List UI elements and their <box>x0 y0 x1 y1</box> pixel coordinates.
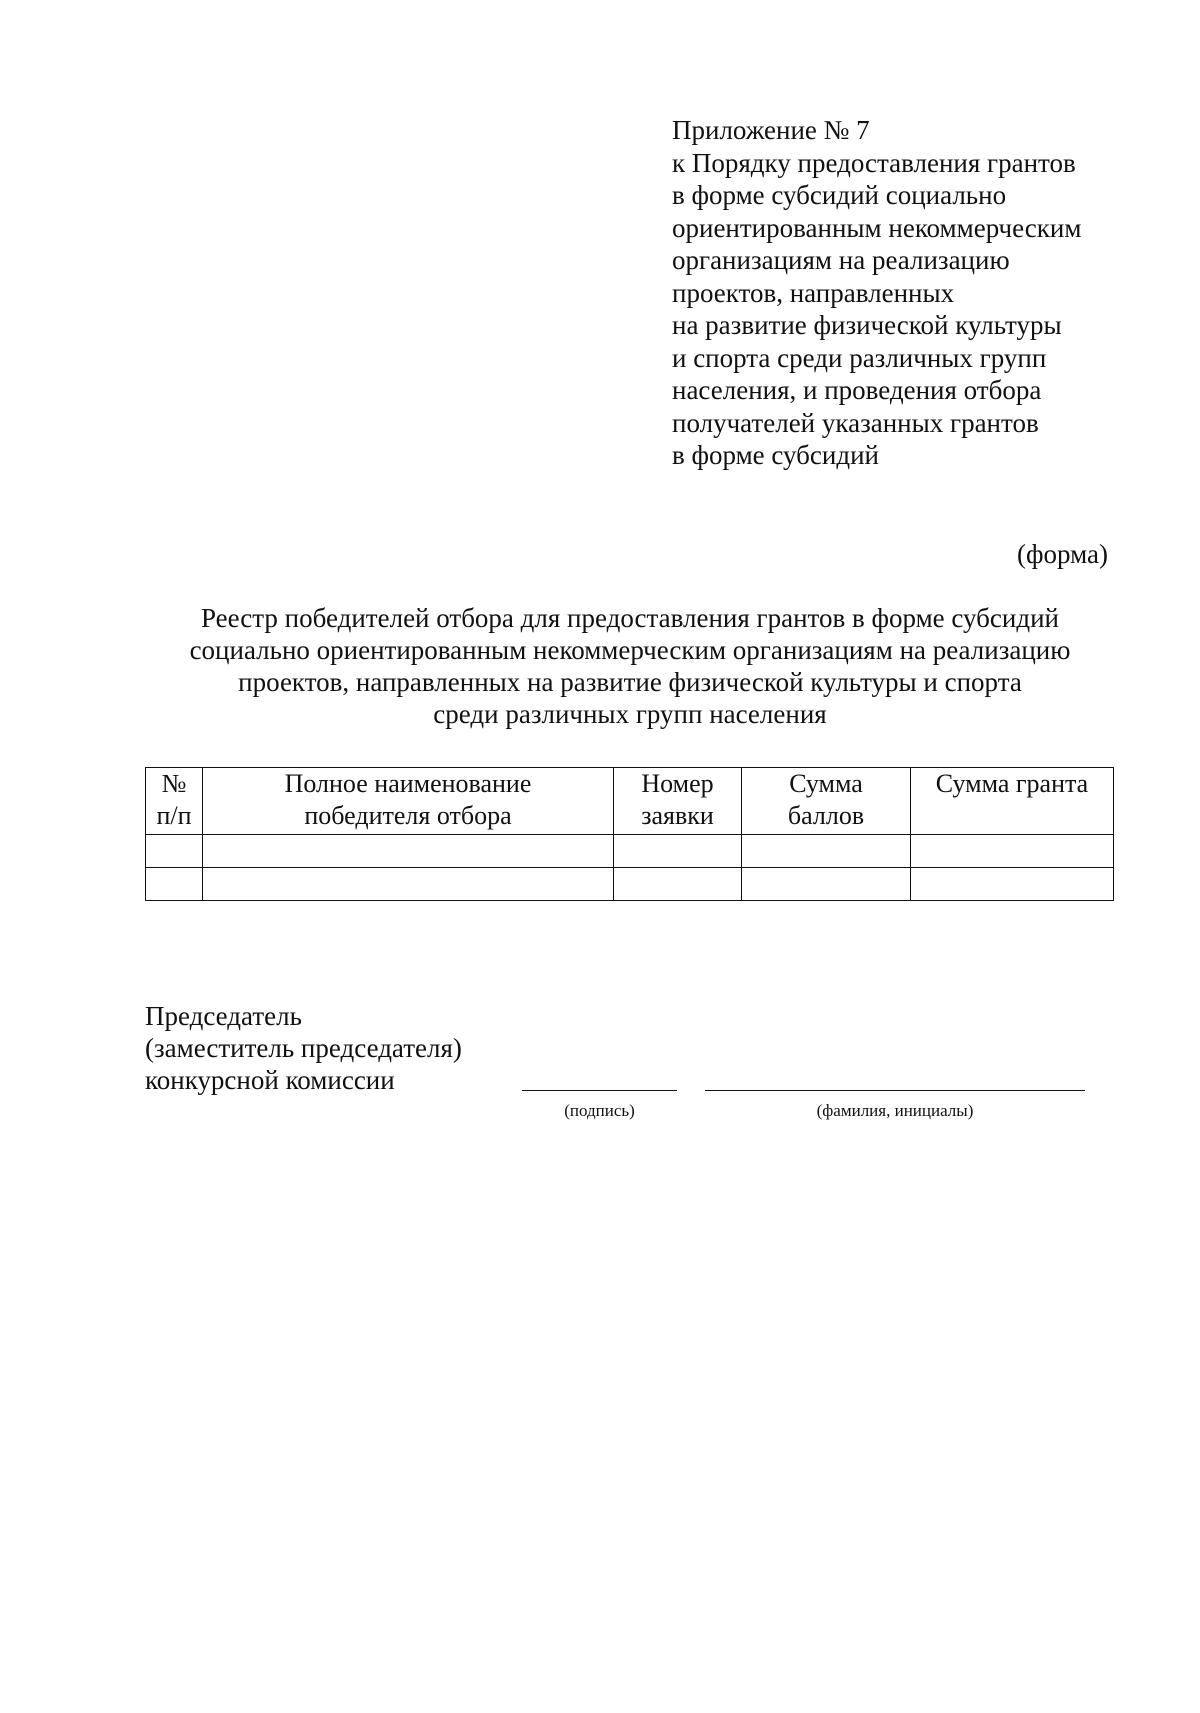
appendix-line: Приложение № 7 <box>672 115 870 145</box>
header-grant-amount-line-1: Сумма гранта <box>935 769 1089 798</box>
table-cell <box>614 835 742 868</box>
title-line: социально ориентированным некоммерческим организациям на реализацию <box>189 635 1071 665</box>
signature-caption: (подпись) <box>564 1101 635 1120</box>
title-line: Реестр победителей отбора для предоставления грантов в форме субсидий <box>201 603 1059 633</box>
appendix-line: проектов, направленных <box>672 277 955 308</box>
header-winner-name-line-1: Полное наименование <box>284 769 532 798</box>
table-cell <box>911 868 1114 901</box>
signature-role-line: конкурсной комиссии <box>145 1065 395 1095</box>
appendix-line: получателей указанных грантов <box>672 407 1039 438</box>
header-number <box>146 768 203 835</box>
table-cell <box>203 868 614 901</box>
appendix-line: организациям на реализацию <box>672 245 1010 275</box>
table-cell <box>203 835 614 868</box>
fullname-caption: (фамилия, инициалы) <box>816 1101 974 1120</box>
table-cell <box>146 835 203 868</box>
fullname-underline <box>705 1090 1085 1091</box>
table-cell <box>146 868 203 901</box>
header-application-number-line-1: Номер <box>641 769 714 798</box>
signature-role-line: (заместитель председателя) <box>145 1033 462 1063</box>
appendix-line: на развитие физической культуры <box>672 310 1062 340</box>
appendix-line: в форме субсидий социально <box>672 180 1007 210</box>
table-cell <box>742 835 911 868</box>
header-number-line-2: п/п <box>156 801 192 830</box>
header-application-number-line-2: заявки <box>641 801 714 830</box>
table-header-row <box>146 768 1114 835</box>
header-score-sum-line-1: Сумма <box>789 769 863 798</box>
document-title <box>145 602 1115 730</box>
header-number-line-1: № <box>161 769 187 798</box>
appendix-line: ориентированным некоммерческим <box>672 212 1082 243</box>
header-winner-name-line-2: победителя отбора <box>304 801 512 830</box>
form-label: (форма) <box>1017 539 1108 569</box>
header-application-number <box>614 768 742 835</box>
appendix-line: и спорта среди различных групп <box>672 342 1047 373</box>
header-grant-amount <box>911 768 1114 835</box>
title-line: проектов, направленных на развитие физической культуры и спорта <box>238 667 1022 697</box>
appendix-line: населения, и проведения отбора <box>672 375 1042 405</box>
signature-underline <box>522 1090 677 1091</box>
title-line: среди различных групп населения <box>433 699 827 729</box>
header-score-sum <box>742 768 911 835</box>
chairman-signature-block <box>145 1000 462 1096</box>
header-score-sum-line-2: баллов <box>787 801 865 830</box>
table-row <box>146 835 1114 868</box>
table-cell <box>742 868 911 901</box>
table-cell <box>911 835 1114 868</box>
signature-role-line: Председатель <box>145 1001 302 1031</box>
appendix-line: в форме субсидий <box>672 440 879 470</box>
table-cell <box>614 868 742 901</box>
table-row <box>146 868 1114 901</box>
winners-registry-table <box>145 767 1114 901</box>
header-winner-name <box>203 768 614 835</box>
appendix-header <box>672 114 1142 472</box>
appendix-line: к Порядку предоставления грантов <box>672 147 1076 178</box>
